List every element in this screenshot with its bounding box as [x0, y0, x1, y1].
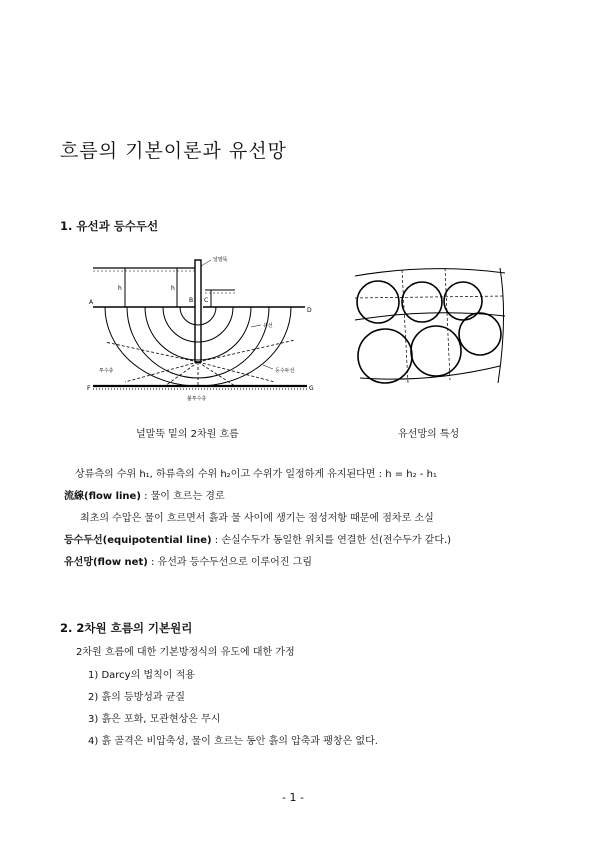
h-label: h [171, 285, 175, 292]
right-figure-caption: 유선망의 특성 [398, 429, 460, 440]
assumption-item: 2) 흙의 등방성과 균질 [88, 692, 186, 703]
desc-equipotential-line: : 손실수두가 동일한 위치를 연결한 선(전수두가 같다.) [211, 535, 452, 546]
paragraph-pressure-loss: 최초의 수압은 물이 흐르면서 흙과 물 사이에 생기는 점성저항 때문에 점차로 소실 [80, 513, 434, 524]
section-2-heading: 2. 2차원 흐름의 기본원리 [60, 621, 193, 635]
term-flow-net: 유선망(flow net) [64, 557, 148, 568]
paragraph-water-level: 상류측의 수위 h₁, 하류측의 수위 h₂이고 수위가 일정하게 유지된다면 : h = h₂ - h₁ [75, 469, 437, 480]
term-equipotential-line: 등수두선(equipotential line) [64, 535, 212, 546]
h1-label: h [118, 285, 122, 292]
assumption-item: 1) Darcy의 법칙이 적용 [88, 670, 195, 681]
sheet-pile-flow-figure [85, 252, 320, 407]
flow-line-label: 유선 [263, 323, 273, 329]
assumption-item: 4) 흙 골격은 비압축성, 물이 흐르는 동안 흙의 압축과 팽창은 없다. [88, 736, 378, 747]
pervious-layer-label: 투수층 [99, 368, 114, 374]
assumption-item: 3) 흙은 포화, 모관현상은 무시 [88, 714, 221, 725]
sheet-pile-label: 널말뚝 [213, 257, 228, 263]
page-title: 흐름의 기본이론과 유선망 [60, 140, 287, 162]
point-b-label: B [189, 297, 194, 304]
point-c-label: C [204, 297, 209, 304]
desc-flow-net: : 유선과 등수두선으로 이루어진 그림 [147, 557, 312, 568]
definition-flow-line [64, 487, 225, 502]
definition-equipotential-line [64, 531, 451, 546]
point-d-label: D [307, 307, 312, 314]
definition-flow-net [64, 553, 312, 568]
point-f-label: F [87, 385, 91, 392]
equipotential-line-label: 등수두선 [275, 368, 295, 374]
left-figure-caption: 널말뚝 밑의 2차원 흐름 [136, 429, 239, 440]
term-flow-line: 流線(flow line) [64, 491, 141, 502]
section-2-intro: 2차원 흐름에 대한 기본방정식의 유도에 대한 가정 [76, 647, 295, 658]
point-g-label: G [309, 385, 314, 392]
impervious-layer-label: 불투수층 [187, 396, 207, 402]
flow-net-figure [350, 258, 510, 398]
section-1-heading: 1. 유선과 등수두선 [60, 219, 159, 233]
page-number: - 1 - [282, 791, 304, 804]
desc-flow-line: : 물이 흐르는 경로 [140, 491, 225, 502]
point-a-label: A [89, 299, 94, 306]
